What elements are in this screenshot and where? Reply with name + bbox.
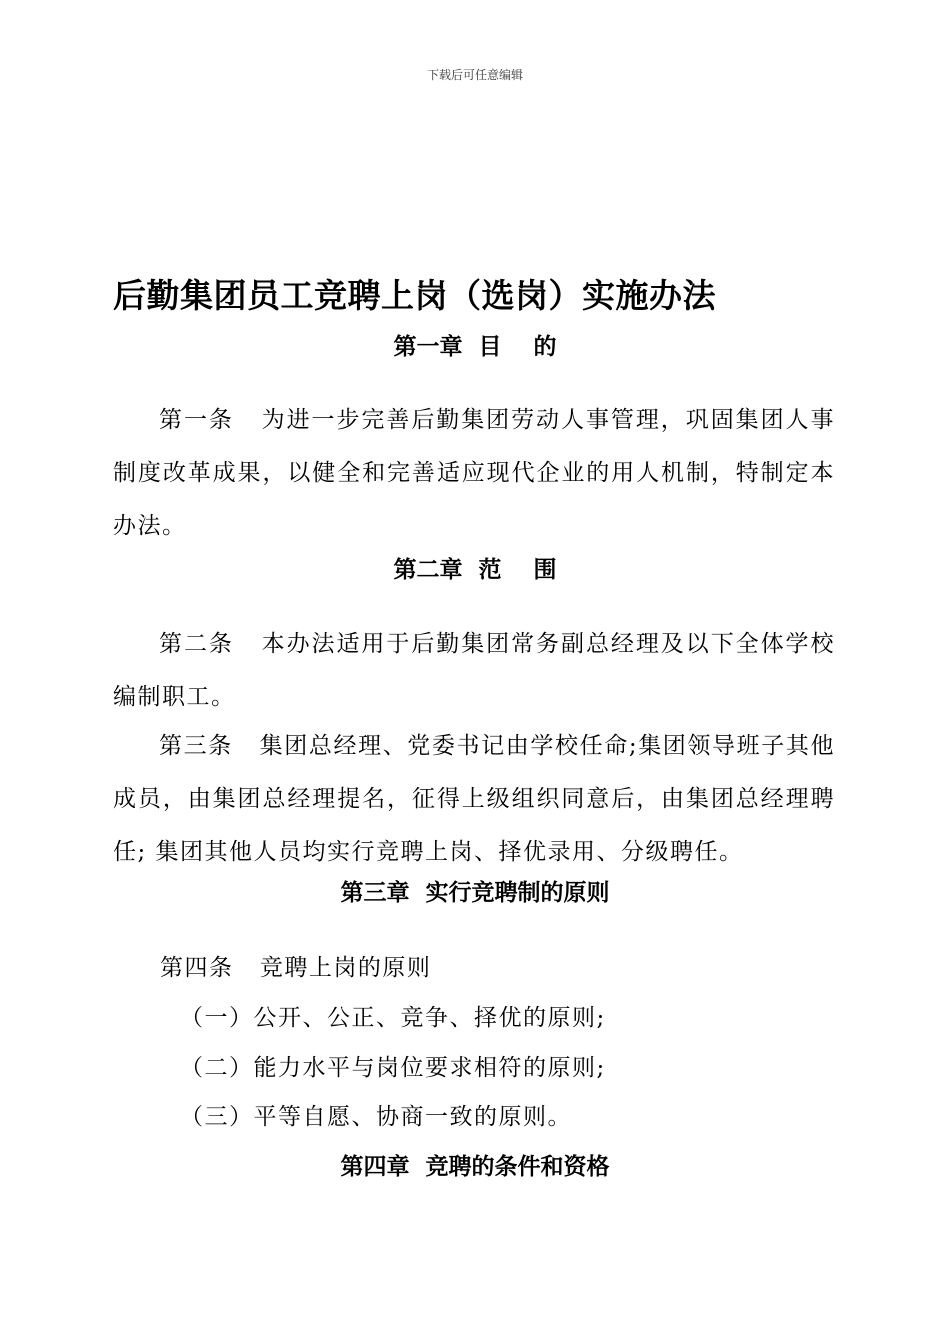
header-note: 下载后可任意编辑 [426, 68, 523, 82]
chapter-4-heading: 第四章 竞聘的条件和资格 [340, 1154, 610, 1180]
chapter-2-heading: 第二章 范 围 [393, 557, 557, 583]
chapter-3-heading: 第三章 实行竞聘制的原则 [340, 880, 610, 906]
principle-item-3: （三）平等自愿、协商一致的原则。 [180, 1104, 572, 1130]
principle-item-2: （二）能力水平与岗位要求相符的原则; [180, 1055, 606, 1081]
article-2: 第二条 本办法适用于后勤集团常务副总经理及以下全体学校编制职工。 [113, 631, 835, 710]
article-3: 第三条 集团总经理、党委书记由学校任命;集团领导班子其他成员，由集团总经理提名，征得上级组织同意后，由集团总经理聘任; 集团其他人员均实行竞聘上岗、择优录用、分级聘任。 [113, 733, 835, 865]
article-1: 第一条 为进一步完善后勤集团劳动人事管理，巩固集团人事制度改革成果，以健全和完善适应现代企业的用人机制，特制定本办法。 [113, 407, 835, 539]
article-4: 第四条 竞聘上岗的原则 [160, 955, 432, 981]
principle-item-1: （一）公开、公正、竞争、择优的原则; [180, 1005, 606, 1031]
chapter-1-heading: 第一章 目 的 [393, 334, 557, 360]
document-title: 后勤集团员工竞聘上岗（选岗）实施办法 [113, 276, 716, 315]
